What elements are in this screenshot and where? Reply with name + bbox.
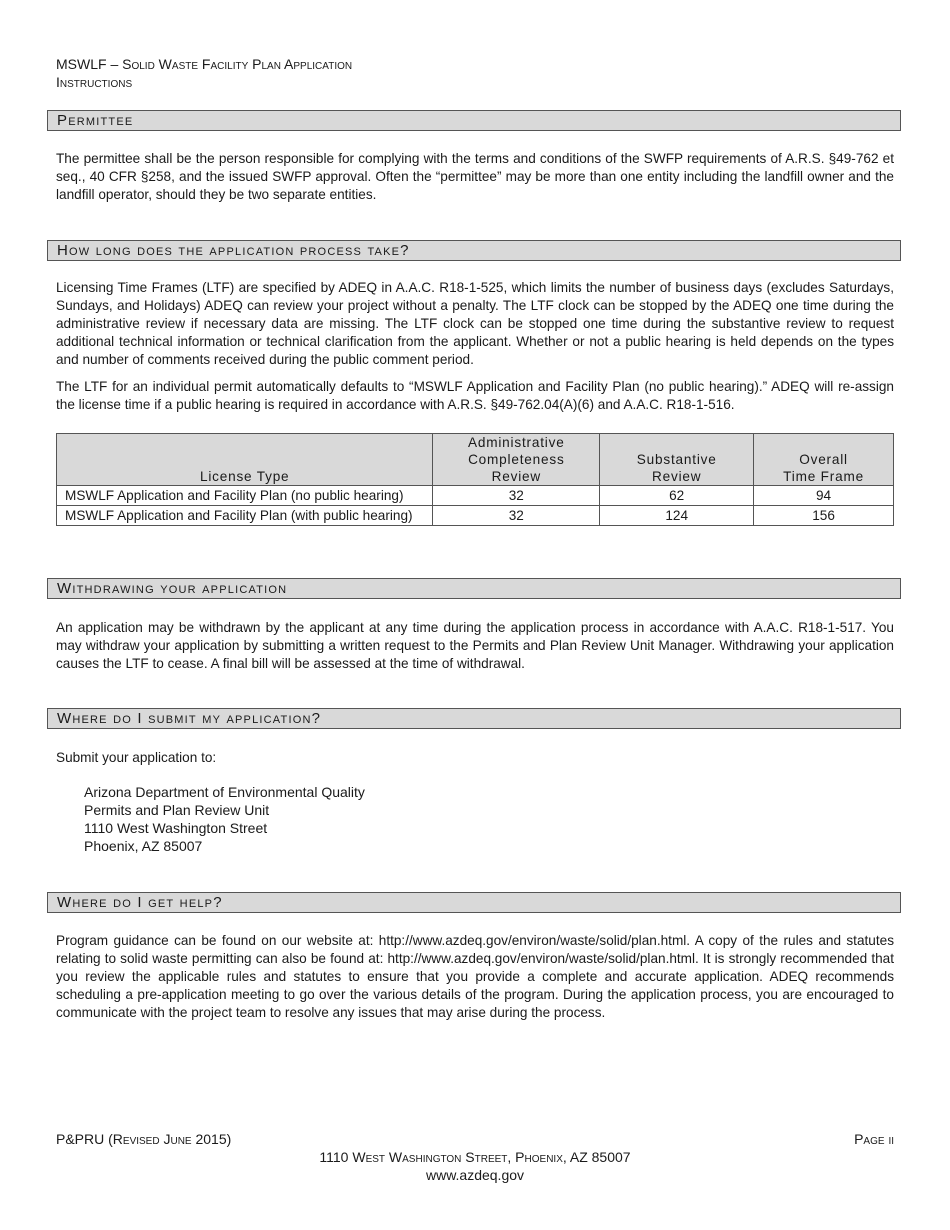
cell-license-type: MSWLF Application and Facility Plan (with public hearing) [57,506,433,526]
cell-overall: 156 [754,506,894,526]
table-row [57,486,894,506]
withdrawing-paragraph: An application may be withdrawn by the applicant at any time during the application process in accordance with A.A.C. R18-1-517. You may withdraw your application by submitting a written request to the Permits and Plan Review Unit Manager. Withdrawing your application causes the LTF to cease. A final bill will be assessed at the time of withdrawal. [56,620,894,671]
col-subst-label-1: Substantive [636,452,717,467]
col-substantive-review [600,434,754,486]
address-line: Permits and Plan Review Unit [84,802,270,818]
document-header [56,55,352,91]
col-overall-label-1: Overall [799,452,848,467]
help-paragraph: Program guidance can be found on our website at: http://www.azdeq.gov/environ/waste/solid/plan.html. A copy of the rules and statutes relating to solid waste permitting can also be found at: http://www.azdeq.gov/environ/waste/solid/plan.html. It is strongly recommended that you review the applicable rules and statutes to ensure that you provide a complete and accurate application. ADEQ recommends scheduling a pre-application meeting to go over the various details of the program. During the application process, you are encouraged to communicate with the project team to resolve any issues that may arise during the process. [56,933,894,1020]
cell-admin: 32 [433,486,600,506]
section-heading-how-long: How long does the application process take? [47,240,901,261]
col-subst-label-2: Review [652,469,702,484]
document-subtitle: Instructions [56,74,133,90]
cell-admin: 32 [433,506,600,526]
col-admin-label-1: Administrative [468,435,565,450]
table-row [57,506,894,526]
footer-website[interactable]: www.azdeq.gov [425,1167,525,1183]
footer-contact [0,1148,950,1184]
submit-intro: Submit your application to: [56,750,217,765]
address-line: 1110 West Washington Street [84,820,268,836]
cell-substantive: 124 [600,506,754,526]
col-license-type [57,434,433,486]
section-heading-permittee: Permittee [47,110,901,131]
section-heading-help: Where do I get help? [47,892,901,913]
table-header-row [57,434,894,486]
footer-revision: P&PRU (Revised June 2015) [56,1131,232,1147]
cell-overall: 94 [754,486,894,506]
submission-address [84,783,365,855]
address-line: Phoenix, AZ 85007 [84,838,203,854]
cell-license-type: MSWLF Application and Facility Plan (no public hearing) [57,486,433,506]
cell-substantive: 62 [600,486,754,506]
ltf-paragraph-1: Licensing Time Frames (LTF) are specified by ADEQ in A.A.C. R18-1-525, which limits the number of business days (excludes Saturdays, Sundays, and Holidays) ADEQ can review your project without a penalty. The LTF clock can be stopped by the ADEQ one time during the administrative review if necessary data are missing. The LTF clock can be stopped one time during the substantive review to request additional technical information or technical clarification from the applicant. Whether or not a public hearing is held depends on the types and number of comments received during the public comment period. [56,280,894,367]
footer-address: 1110 West Washington Street, Phoenix, AZ 85007 [319,1149,631,1165]
col-overall-time [754,434,894,486]
license-time-frames-table [56,433,894,526]
permittee-paragraph: The permittee shall be the person responsible for complying with the terms and conditions of the SWFP requirements of A.R.S. §49-762 et seq., 40 CFR §258, and the issued SWFP approval. Often the “permittee” may be more than one entity including the landfill owner and the landfill operator, should they be two separate entities. [56,151,894,202]
section-heading-withdrawing: Withdrawing your application [47,578,901,599]
col-admin-label-2: Completeness Review [468,452,565,484]
col-admin-review [433,434,600,486]
col-license-type-label: License Type [199,469,290,484]
col-overall-label-2: Time Frame [783,469,864,484]
section-heading-submit: Where do I submit my application? [47,708,901,729]
document-title: MSWLF – Solid Waste Facility Plan Application [56,56,353,72]
ltf-paragraph-2: The LTF for an individual permit automatically defaults to “MSWLF Application and Facility Plan (no public hearing).” ADEQ will re-assign the license time if a public hearing is required in accordance with A.R.S. §49-762.04(A)(6) and A.A.C. R18-1-516. [56,379,894,412]
footer-page-number: Page ii [854,1131,894,1147]
address-line: Arizona Department of Environmental Quality [84,784,365,800]
